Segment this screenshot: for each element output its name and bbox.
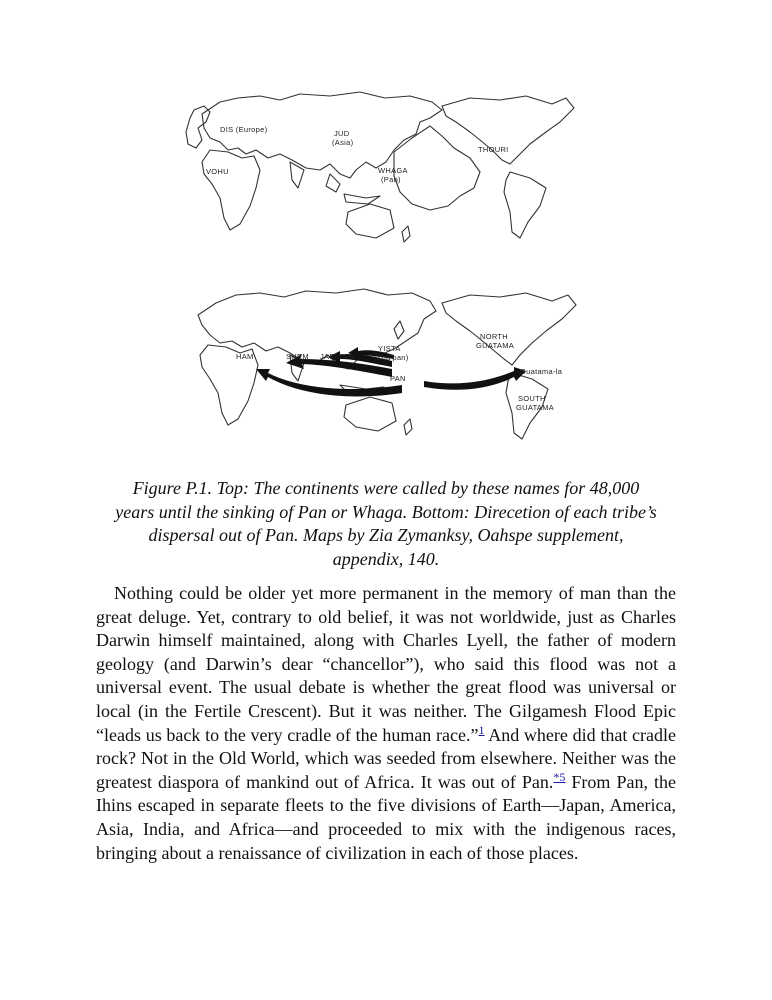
- figure-caption: [96, 477, 676, 571]
- caption-line-3: dispersal out of Pan. Maps by Zia Zymanksy, Oahspe supplement,: [148, 525, 624, 545]
- map-label-south-guatama: SOUTH: [518, 394, 546, 403]
- map-label-south-guatama-2: GUATAMA: [516, 403, 555, 412]
- dispersal-arrows-illustration: [180, 285, 580, 445]
- world-map-with-pan-illustration: [180, 88, 580, 248]
- map-label-whaga-sub: (Pan): [381, 175, 401, 184]
- body-paragraph: [96, 582, 676, 865]
- body-text-part-2: And where did that cradle rock? Not in the Old World, which was seeded from elsewhere. Neither was the greatest diaspora of mankind out of Africa. It was out of Pan.: [96, 724, 676, 792]
- map-label-guatama-la: Guatama-la: [520, 367, 563, 376]
- continents-map-top: [180, 88, 580, 248]
- map-label-vohu: VOHU: [206, 167, 229, 176]
- map-label-whaga: WHAGA: [378, 166, 408, 175]
- caption-line-4: appendix, 140.: [332, 548, 440, 569]
- map-label-jud-sub: (Asia): [332, 138, 354, 147]
- footnote-link-1[interactable]: 1: [478, 722, 485, 737]
- caption-line-2: years until the sinking of Pan or Whaga. Bottom: Direcetion of each tribe’s: [115, 501, 657, 522]
- body-text-part-3: From Pan, the Ihins escaped in separate fleets to the five divisions of Earth—Japan, America, Asia, India, and Africa—and proceeded to mix with the indigenous races, bringing about a renaissance of civilization in each of those places.: [96, 771, 677, 863]
- body-text-part-1: Nothing could be older yet more permanent in the memory of man than the great deluge. Yet, contrary to old belief, it was not worldwide, just as Charles Darwin himself maintained, along with Charles Lyell, the father of modern geology (and Darwin’s dear “chancellor”), who said this flood was not a universal event. The usual debate is whether the great flood was universal or local (in the Fertile Crescent). But it was neither. The Gilgamesh Flood Epic “leads us back to the very cradle of the human race.”: [96, 583, 676, 745]
- caption-line-1: Figure P.1. Top: The continents were called by these names for 48,000: [132, 478, 640, 498]
- map-label-shem: SHEM: [286, 352, 309, 361]
- map-label-jaffeth: JAFFETH: [320, 352, 356, 361]
- map-label-jud: JUD: [334, 129, 350, 138]
- map-label-yista: YISTA: [378, 344, 401, 353]
- body-text: [96, 582, 676, 865]
- map-label-north-guatama: NORTH: [480, 332, 509, 341]
- map-label-yista-sub: (Zha'pan): [374, 353, 409, 362]
- map-label-north-guatama-2: GUATAMA: [476, 341, 515, 350]
- footnote-link-5[interactable]: *5: [553, 769, 566, 784]
- map-label-ham: HAM: [236, 352, 254, 361]
- map-label-pan: PAN: [390, 374, 406, 383]
- map-label-thouri: THOURI: [478, 145, 509, 154]
- dispersal-map-bottom: [180, 285, 580, 445]
- map-label-dis: DIS (Europe): [220, 125, 268, 134]
